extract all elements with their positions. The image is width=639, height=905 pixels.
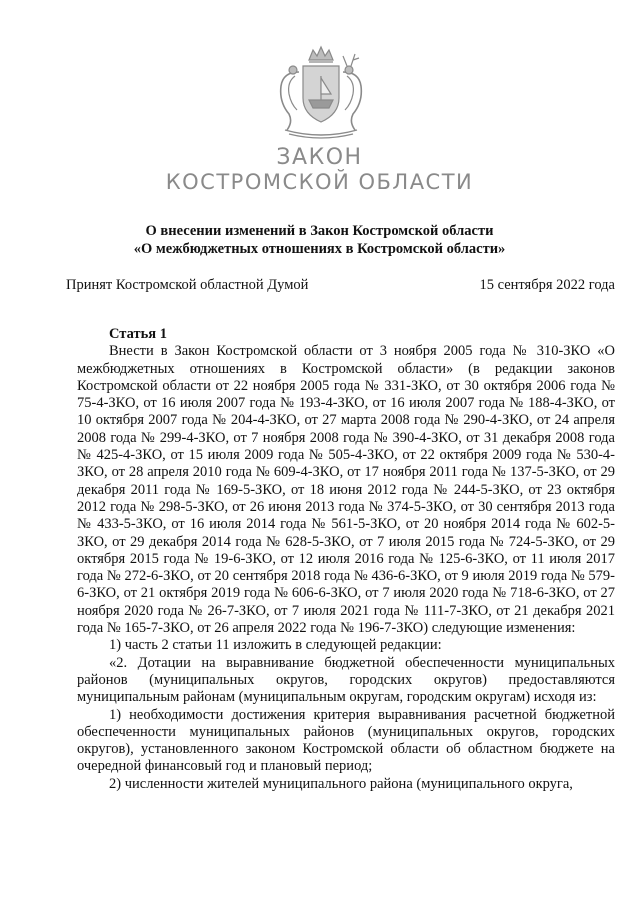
coat-of-arms-icon <box>259 42 383 142</box>
article-intro: Внести в Закон Костромской области от 3 ноября 2005 года № 310-ЗКО «О межбюджетных отношениях в Костромской области» (в редакции законов Костромской области от 22 ноября 2005 года № 331-ЗКО, от 30 октября 2006 года № 75-4-ЗКО, от 16 июля 2007 года № 193-4-ЗКО, от 16 июля 2007 года № 188-4-ЗКО, от 10 октября 2007 года № 204-4-ЗКО, от 27 марта 2008 года № 290-4-ЗКО, от 24 апреля 2008 года № 299-4-ЗКО, от 7 ноября 2008 года № 390-4-ЗКО, от 31 декабря 2008 года № 425-4-ЗКО, от 15 июля 2009 года № 505-4-ЗКО, от 22 октября 2009 года № 530-4-ЗКО, от 28 апреля 2010 года № 609-4-ЗКО, от 17 ноября 2011 года № 137-5-ЗКО, от 29 декабря 2011 года № 169-5-ЗКО, от 18 июня 2012 года № 244-5-ЗКО, от 23 октября 2012 года № 298-5-ЗКО, от 26 июня 2013 года № 374-5-ЗКО, от 30 сентября 2013 года № 433-5-ЗКО, от 16 июля 2014 года № 561-5-ЗКО, от 20 ноября 2014 года № 602-5-ЗКО, от 29 декабря 2014 года № 628-5-ЗКО, от 7 июля 2015 года № 724-5-ЗКО, от 29 октября 2015 года № 19-6-ЗКО, от 12 июля 2016 года № 125-6-ЗКО, от 11 июля 2017 года № 272-6-ЗКО, от 20 сентября 2018 года № 436-6-ЗКО, от 9 июля 2019 года № 579-6-ЗКО, от 21 октября 2019 года № 606-6-ЗКО, от 7 июля 2020 года № 718-6-ЗКО, от 27 ноября 2020 года № 26-7-ЗКО, от 7 июля 2021 года № 111-7-ЗКО, от 21 декабря 2021 года № 165-7-ЗКО, от 26 апреля 2022 года № 196-7-ЗКО) следующие изменения: <box>77 343 615 637</box>
amendment-subitem-1: 1) необходимости достижения критерия выравнивания расчетной бюджетной обеспеченности муниципальных районов (муниципальных округов, городских округов), установленного законом Костромской области об областном бюджете на очередной финансовый год и плановый период; <box>77 706 615 775</box>
adopted-by: Принят Костромской областной Думой <box>66 277 309 293</box>
article-title: Статья 1 <box>109 326 167 342</box>
amendment-item-1: 1) часть 2 статьи 11 изложить в следующей редакции: <box>109 637 442 654</box>
document-heading-line2: «О межбюджетных отношениях в Костромской области» <box>133 241 506 257</box>
article-body <box>77 326 615 793</box>
adoption-line <box>66 277 615 294</box>
amendment-quote: «2. Дотации на выравнивание бюджетной обеспеченности муниципальных районов (муниципальных округов, городских округов) предоставляются муниципальным районам (муниципальным округам, городским округам) исходя из: <box>77 654 615 706</box>
law-region: КОСТРОМСКОЙ ОБЛАСТИ <box>165 170 474 194</box>
document-heading-line1: О внесении изменений в Закон Костромской области <box>145 223 494 239</box>
adoption-date: 15 сентября 2022 года <box>479 277 615 293</box>
amendment-subitem-2: 2) численности жителей муниципального района (муниципального округа, <box>109 775 573 792</box>
law-title: ЗАКОН <box>276 145 363 170</box>
